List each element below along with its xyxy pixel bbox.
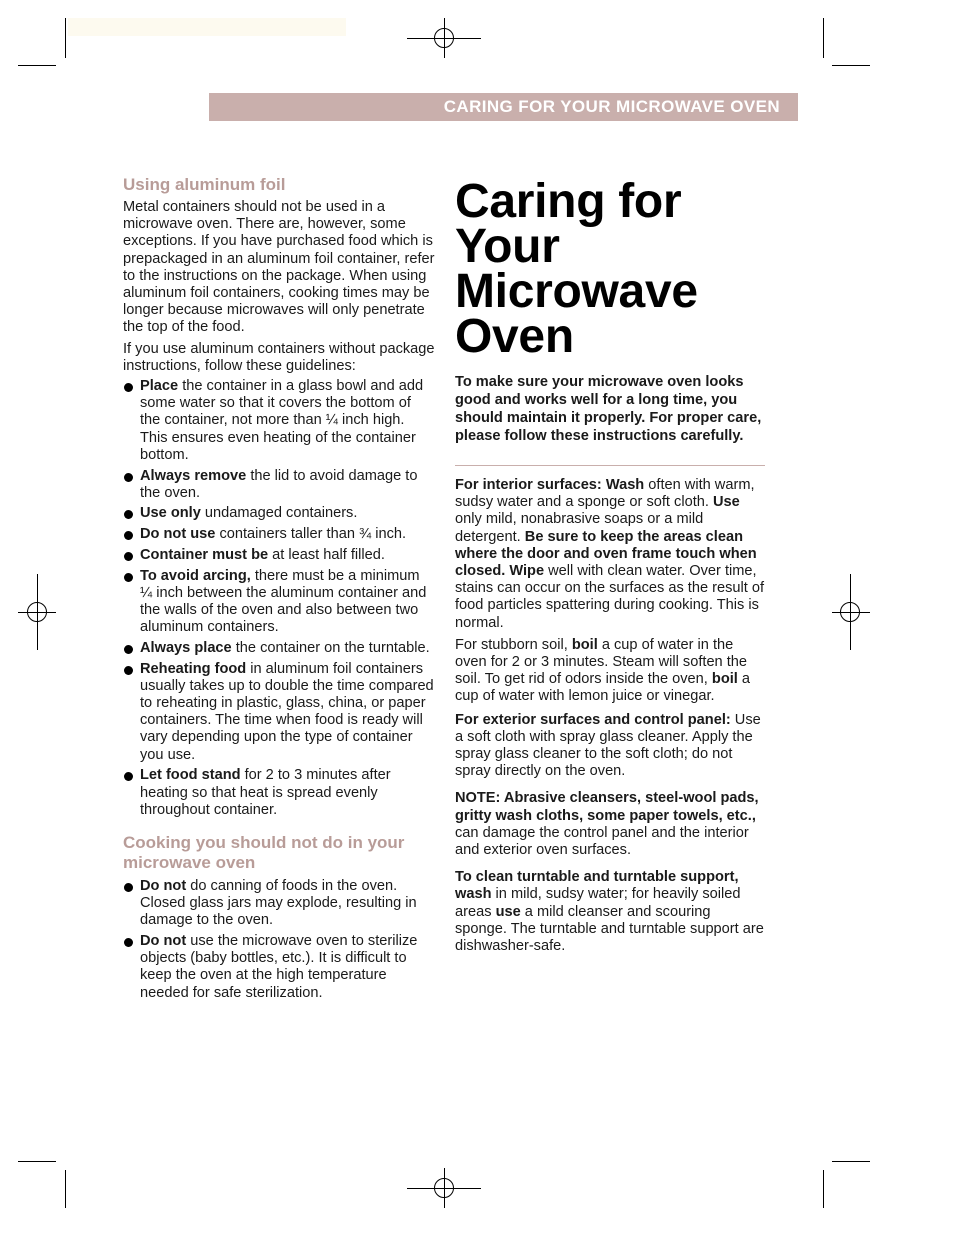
- bullet-lead: Place: [140, 378, 179, 395]
- crop-mark: [823, 18, 824, 58]
- foil-guidelines-list: [123, 378, 435, 819]
- bullet-icon: [124, 938, 133, 947]
- text-run: only mild, nonabrasive soaps or a mild detergent.: [455, 511, 704, 545]
- bullet-icon: [124, 883, 133, 892]
- bullet-icon: [124, 772, 133, 781]
- list-item: [123, 568, 435, 637]
- bullet-lead: Container must be: [140, 546, 269, 563]
- bold-run: NOTE: Abrasive cleansers, steel-wool pads, gritty wash cloths, some paper towels, etc.,: [455, 790, 759, 824]
- bullet-text: use the microwave oven to sterilize objects (baby bottles, etc.). It is difficult to keep the oven at the high temperature needed for safe sterilization.: [140, 933, 418, 1001]
- right-column: [455, 175, 765, 960]
- crop-mark: [65, 18, 66, 58]
- cooking-heading: Cooking you should not do in your microwave oven: [123, 832, 405, 872]
- list-item: [123, 878, 435, 930]
- bullet-lead: Do not use: [140, 526, 216, 543]
- bold-run: To clean turntable and turntable support, wash: [455, 869, 739, 903]
- bullet-text: the lid to avoid damage to the oven.: [140, 467, 418, 501]
- crop-mark: [832, 65, 870, 66]
- list-item: [123, 661, 435, 764]
- care-paragraph: [455, 637, 765, 706]
- bold-run: boil: [711, 671, 738, 688]
- section-header-band: [209, 93, 798, 121]
- bullet-icon: [124, 573, 133, 582]
- text-run: For stubborn soil,: [455, 636, 572, 653]
- text-run: often with warm, sudsy water and a sponge or soft cloth.: [455, 477, 755, 511]
- crop-mark: [823, 1170, 824, 1208]
- text-run: a cup of water with lemon juice or vinegar.: [455, 671, 751, 705]
- care-paragraph: [455, 712, 765, 781]
- text-run: a mild cleanser and scouring sponge. The turntable and turntable support are dishwasher-safe.: [455, 903, 764, 955]
- care-paragraph: [455, 790, 765, 859]
- text-run: Use a soft cloth with spray glass cleaner. Apply the spray glass cleaner to the soft cloth; do not spray directly on the oven.: [455, 711, 761, 780]
- bullet-icon: [124, 510, 133, 519]
- bullet-lead: Do not: [140, 877, 187, 894]
- care-paragraph: [455, 869, 765, 955]
- list-item: [123, 468, 435, 502]
- bullet-icon: [124, 383, 133, 392]
- bullet-lead: Always remove: [140, 467, 247, 484]
- text-run: well with clean water. Over time, stains can occur on the surfaces as the result of food particles spattering during cooking. This is normal.: [455, 563, 765, 631]
- list-item: [123, 505, 435, 522]
- color-tint-strip: [68, 18, 346, 36]
- bullet-text: at least half filled.: [268, 546, 385, 563]
- bullet-lead: Do not: [140, 933, 187, 950]
- crop-mark: [18, 1161, 56, 1162]
- bullet-text: for 2 to 3 minutes after heating so that heat is spread evenly throughout container.: [140, 767, 391, 818]
- bullet-lead: Let food stand: [140, 767, 241, 784]
- text-run: a cup of water in the oven for 2 or 3 minutes. Steam will soften the soil. To get rid of odors inside the oven,: [455, 636, 748, 688]
- bullet-icon: [124, 473, 133, 482]
- text-run: can damage the control panel and the interior and exterior oven surfaces.: [455, 824, 749, 859]
- list-item: [123, 767, 435, 819]
- bold-run: For interior surfaces: Wash: [455, 477, 645, 493]
- bullet-icon: [124, 531, 133, 540]
- bullet-icon: [124, 666, 133, 675]
- foil-guidelines-intro: If you use aluminum containers without package instructions, follow these guidelines:: [123, 340, 435, 374]
- list-item: [123, 378, 435, 464]
- care-paragraph: [455, 477, 765, 632]
- section-title: CARING FOR YOUR MICROWAVE OVEN: [443, 97, 780, 116]
- bullet-text: containers taller than ¾ inch.: [215, 526, 407, 543]
- list-item: [123, 933, 435, 1002]
- crop-mark: [18, 65, 56, 66]
- list-item: [123, 640, 435, 657]
- crop-mark: [832, 1161, 870, 1162]
- list-item: [123, 526, 435, 543]
- bullet-text: in aluminum foil containers usually takes up to double the time compared to reheating in plastic, glass, china, or paper containers. The time when food is ready will vary depending upon the type of container you use.: [140, 660, 434, 763]
- cooking-donts-list: [123, 878, 435, 1002]
- bullet-lead: Reheating food: [140, 660, 247, 677]
- text-run: in mild, sudsy water; for heavily soiled areas: [455, 886, 741, 920]
- bullet-icon: [124, 552, 133, 561]
- bold-run: Use: [712, 494, 740, 511]
- bullet-text: the container in a glass bowl and add some water so that it covers the bottom of the container, not more than ¼ inch high. This ensures even heating of the container bottom.: [140, 378, 424, 463]
- intro-paragraph: To make sure your microwave oven looks good and works well for a long time, you should maintain it properly. For proper care, please follow these instructions carefully.: [455, 374, 762, 444]
- page-title: Caring for Your Microwave Oven: [455, 175, 698, 363]
- bullet-lead: Always place: [140, 639, 232, 656]
- bullet-text: the container on the turntable.: [231, 639, 430, 656]
- bullet-text: do canning of foods in the oven. Closed glass jars may explode, resulting in damage to the oven.: [140, 877, 417, 929]
- foil-paragraph: Metal containers should not be used in a microwave oven. There are, however, some exceptions. If you have purchased food which is prepackaged in an aluminum foil container, refer to the instructions on the package. When using aluminum foil containers, cooking times may be longer because microwaves will only penetrate the top of the food.: [123, 199, 435, 336]
- bullet-lead: To avoid arcing,: [140, 567, 251, 584]
- crop-mark: [65, 1170, 66, 1208]
- bold-run: boil: [571, 636, 598, 653]
- list-item: [123, 547, 435, 564]
- foil-heading: Using aluminum foil: [123, 175, 286, 194]
- bullet-text: undamaged containers.: [200, 505, 358, 522]
- bullet-lead: Use only: [140, 505, 201, 522]
- bold-run: use: [495, 903, 521, 920]
- bullet-text: there must be a minimum ¼ inch between the aluminum container and the walls of the oven and also between two aluminum containers.: [140, 567, 427, 636]
- care-instructions: [455, 477, 765, 955]
- bullet-icon: [124, 645, 133, 654]
- left-column: [123, 175, 435, 1005]
- divider: [455, 465, 765, 466]
- bold-run: Be sure to keep the areas clean where the door and oven frame touch when closed. Wipe: [455, 528, 757, 580]
- bold-run: For exterior surfaces and control panel:: [455, 711, 731, 728]
